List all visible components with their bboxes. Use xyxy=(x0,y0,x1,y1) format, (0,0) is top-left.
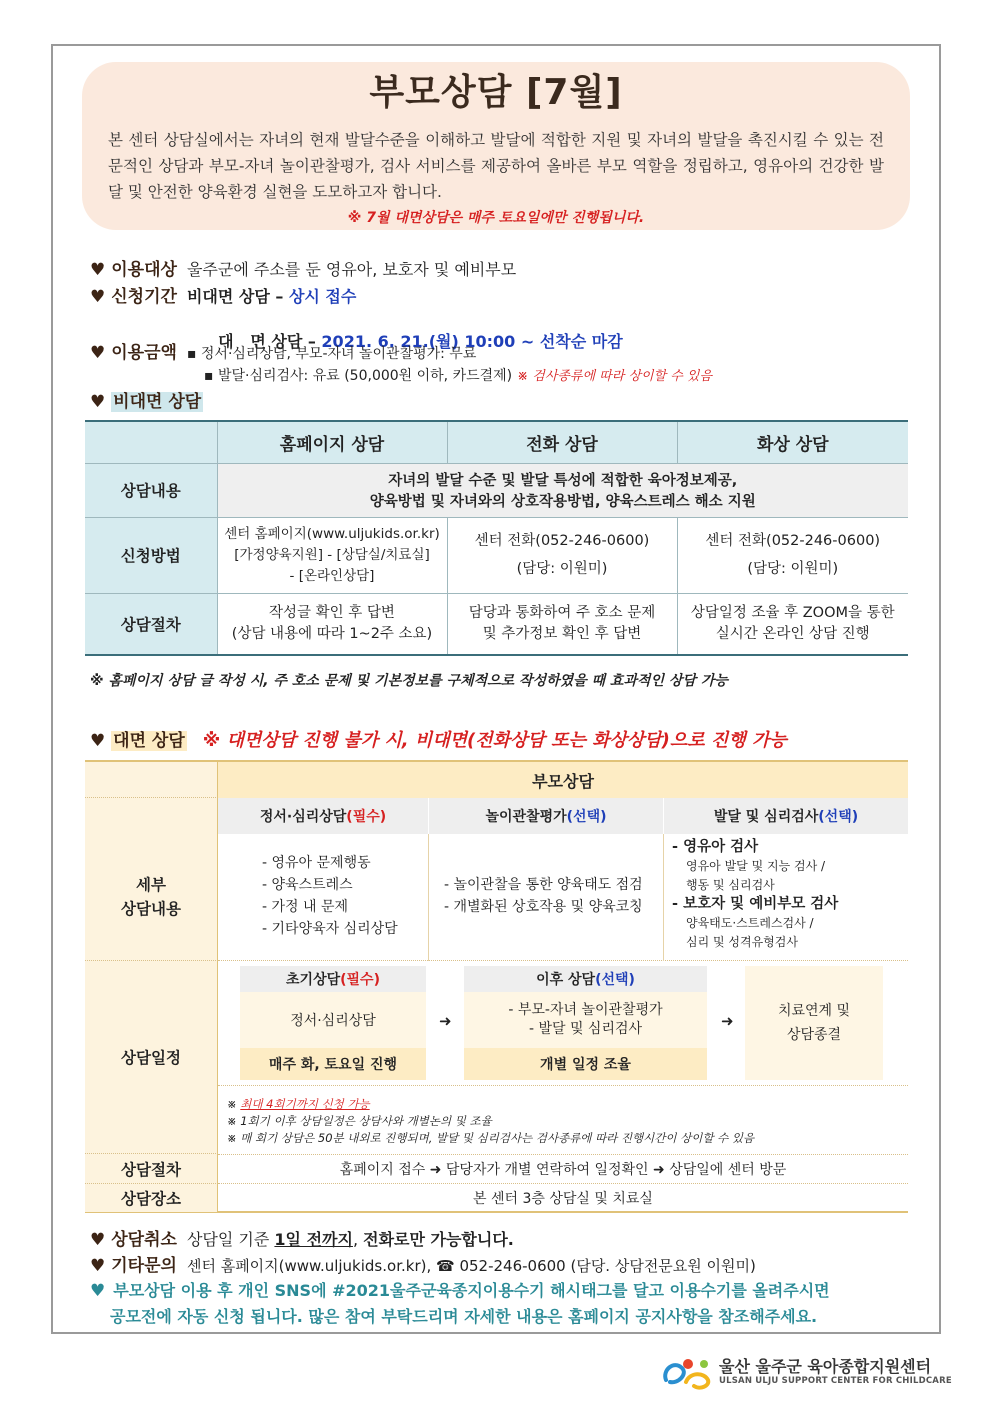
cancel-row: ♥ 상담취소 상담일 기준 1일 전까지, 전화로만 가능합니다. xyxy=(90,1230,514,1250)
schedule-notes: ※ 최대 4회기까지 신청 가능 ※ 1회기 이후 상담일정은 상담사와 개별논의 및 조율 ※ 매 회기 상담은 50분 내외로 진행되며, 발달 및 심리검사는 검사종류에 따라 진행시간이 상이할 수 있음 xyxy=(227,1097,755,1145)
heart-icon: ♥ xyxy=(90,1281,106,1301)
online-table xyxy=(85,420,908,656)
step2-body: - 부모-자녀 놀이관찰평가 - 발달 및 심리검사 xyxy=(464,992,707,1048)
place-value: 본 센터 3층 상담실 및 치료실 xyxy=(473,1191,653,1207)
schedule-label: 상담일정 xyxy=(85,961,218,1154)
logo-name-kr: 울산 울주군 육아종합지원센터 xyxy=(719,1357,932,1376)
proc-label: 상담절차 xyxy=(85,1154,218,1184)
row-label-content: 상담내용 xyxy=(85,463,217,517)
method-home: 센터 홈페이지(www.uljukids.or.kr) [가정양육지원] - [상담실/치료실] - [온라인상담] xyxy=(217,517,447,593)
step3-box: 치료연계 및 상담종결 xyxy=(745,966,883,1080)
proc-value: 홈페이지 접수 ➜ 담당자가 개별 연락하여 일정확인 ➜ 상담일에 센터 방문 xyxy=(218,1154,908,1184)
heart-icon: ♥ xyxy=(90,392,106,412)
heart-icon: ♥ xyxy=(90,343,106,363)
proc-home: 작성글 확인 후 답변 (상담 내용에 따라 1~2주 소요) xyxy=(217,593,447,655)
proc-video: 상담일정 조율 후 ZOOM을 통한 실시간 온라인 상담 진행 xyxy=(677,593,908,655)
place-label: 상담장소 xyxy=(85,1184,218,1212)
arrow-icon: ➜ xyxy=(721,1012,734,1030)
fee-row: ♥ 이용금액 ▪ 정서·심리상담, 부모-자녀 놀이관찰평가: 무료 xyxy=(90,343,477,363)
parent-counsel-header: 부모상담 xyxy=(218,762,908,798)
intro-text: 본 센터 상담실에서는 자녀의 현재 발달수준을 이해하고 발달에 적합한 지원 및 자녀의 발달을 촉진시킬 수 있는 전문적인 상담과 부모-자녀 놀이관찰평가, 검사 서비스를 제공하여 올바른 부모 역할을 정립하고, 영유아의 건강한 발달 및 안전한 양육환경 실현을 도모하고자 합니다. xyxy=(108,131,884,201)
sns-row: ♥ 부모상담 이용 후 개인 SNS에 #2021울주군육종지이용수기 해시태그를 달고 이용수기를 올려주시면 xyxy=(90,1281,830,1301)
page-title: 부모상담 [7월] xyxy=(369,72,623,113)
period-offline-row: 대 면 상담 – 2021. 6. 21.(월) 10:00 ~ 선착순 마감 xyxy=(218,332,623,351)
fee-row-2: ▪ 발달·심리검사: 유료 (50,000원 이하, 카드결제) ※ 검사종류에 따라 상이할 수 있음 xyxy=(204,368,713,384)
bullet-icon: ▪ xyxy=(186,346,201,362)
step1-body: 정서·심리상담 xyxy=(240,992,426,1048)
row-label-procedure: 상담절차 xyxy=(85,593,217,655)
header-phone: 전화 상담 xyxy=(447,421,677,463)
online-footnote: ※ 홈페이지 상담 글 작성 시, 주 호소 문제 및 기본정보를 구체적으로 작성하였을 때 효과적인 상담 가능 xyxy=(90,673,728,689)
step2-title: 이후 상담 (선택) xyxy=(464,966,707,992)
step2-foot: 개별 일정 조율 xyxy=(464,1048,707,1080)
method-phone: 센터 전화(052-246-0600) (담당: 이원미) xyxy=(447,517,677,593)
inquiry-row: ♥ 기타문의 센터 홈페이지(www.uljukids.or.kr), ☎ 052-246-0600 (담당. 상담전문요원 이원미) xyxy=(90,1256,756,1276)
target-row: ♥ 이용대상 울주군에 주소를 둔 영유아, 보호자 및 예비부모 xyxy=(90,260,517,280)
arrow-icon: ➜ xyxy=(439,1012,452,1030)
logo-name-en: ULSAN ULJU SUPPORT CENTER FOR CHILDCARE xyxy=(719,1376,952,1386)
content-cell: 자녀의 발달 수준 및 발달 특성에 적합한 육아정보제공, 양육방법 및 자녀와의 상호작용방법, 양육스트레스 해소 지원 xyxy=(217,463,908,517)
play-items: - 놀이관찰을 통한 양육태도 점검 - 개별화된 상호작용 및 양육코칭 xyxy=(444,877,643,915)
proc-phone: 담당과 통화하여 주 호소 문제 및 추가정보 확인 후 답변 xyxy=(447,593,677,655)
bullet-icon: ▪ xyxy=(204,368,218,384)
header-video: 화상 상담 xyxy=(677,421,908,463)
sns-row-2: 공모전에 자동 신청 됩니다. 많은 참여 부탁드리며 자세한 내용은 홈페이지 공지사항을 참조해주세요. xyxy=(110,1307,818,1326)
col-header-emotion: 정서·심리상담 (필수) xyxy=(218,798,428,834)
col-header-play: 놀이관찰평가 (선택) xyxy=(429,798,663,834)
col-header-test: 발달 및 심리검사 (선택) xyxy=(664,798,908,834)
heart-icon: ♥ xyxy=(90,1256,106,1276)
emotion-items: - 영유아 문제행동 - 양육스트레스 - 가정 내 문제 - 기타양육자 심리상담 xyxy=(262,855,398,937)
heart-icon: ♥ xyxy=(90,1230,106,1250)
heart-icon: ♥ xyxy=(90,731,106,751)
intro-note: ※ 7월 대면상담은 매주 토요일에만 진행됩니다. xyxy=(347,210,645,226)
logo-mark-icon xyxy=(660,1352,716,1392)
method-video: 센터 전화(052-246-0600) (담당: 이원미) xyxy=(677,517,908,593)
period-row: ♥ 신청기간 비대면 상담 – 상시 접수 xyxy=(90,287,357,307)
center-logo xyxy=(660,1352,952,1392)
online-section-title: ♥ 비대면 상담 xyxy=(90,392,202,412)
header-home: 홈페이지 상담 xyxy=(217,421,447,463)
heart-icon: ♥ xyxy=(90,287,106,307)
test-items: - 영유아 검사 영유아 발달 및 지능 검사 / 행동 및 심리검사 - 보호자 및 예비부모 검사 양육태도·스트레스검사 / 심리 및 성격유형검사 xyxy=(672,839,839,949)
offline-section-title: ♥ 대면 상담 ※ 대면상담 진행 불가 시, 비대면(전화상담 또는 화상상담)으로 진행 가능 xyxy=(90,730,787,751)
heart-icon: ♥ xyxy=(90,260,106,280)
step1-title: 초기상담 (필수) xyxy=(240,966,426,992)
row-label-method: 신청방법 xyxy=(85,517,217,593)
step1-foot: 매주 화, 토요일 진행 xyxy=(240,1048,426,1080)
detail-label: 세부 상담내용 xyxy=(85,834,218,961)
